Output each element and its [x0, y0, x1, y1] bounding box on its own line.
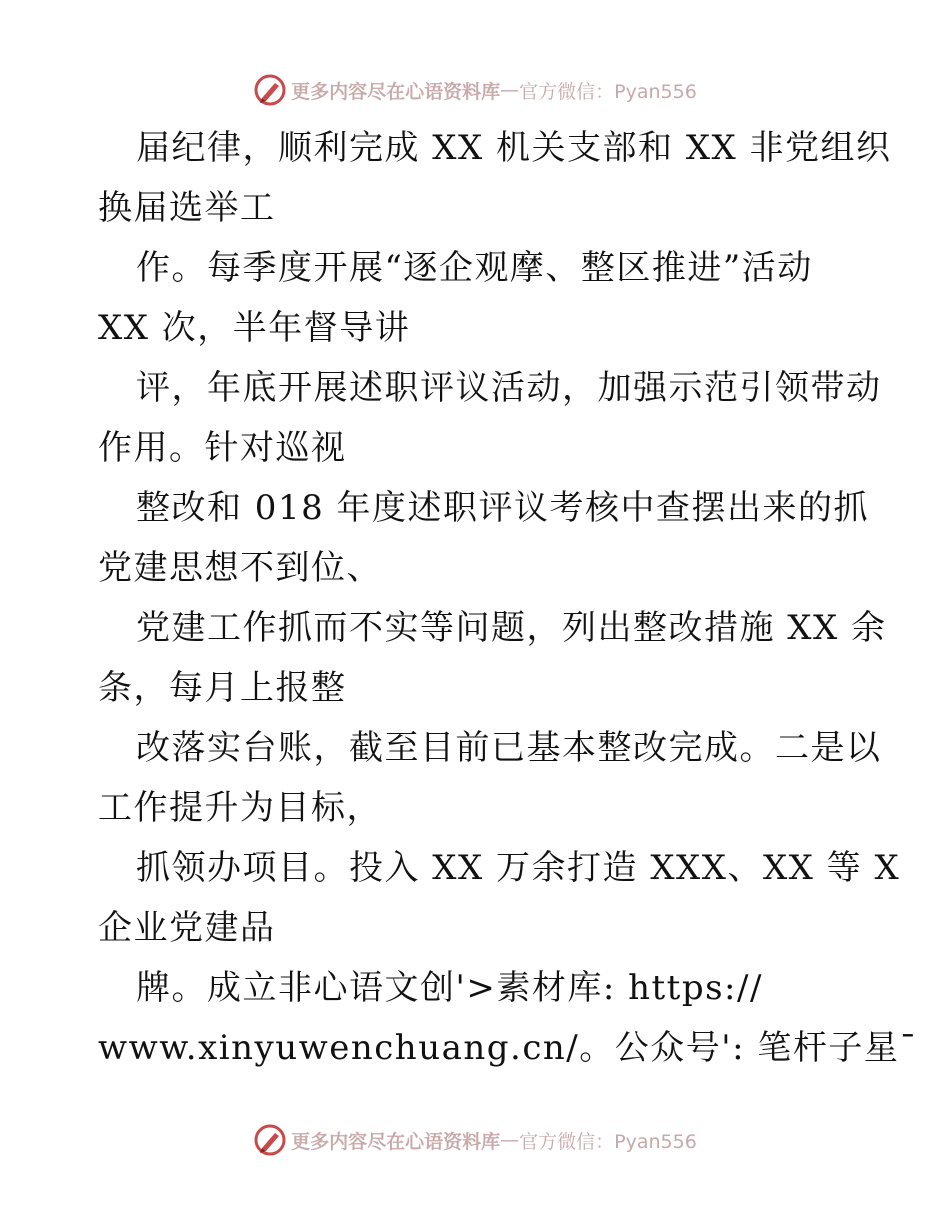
text-line: 作用。针对巡视	[98, 428, 347, 468]
text-line: www.xinyuwenchuang.cn/。公众号': 笔杆子星¯	[98, 1028, 918, 1068]
text-line: 改落实台账，截至目前已基本整改完成。二是以	[136, 728, 882, 768]
text-line: 牌。成立非心语文创'>素材库: https://	[136, 968, 763, 1008]
header-banner	[0, 68, 950, 112]
text-line: 党建思想不到位、	[98, 548, 382, 588]
text-line: 条，每月上报整	[98, 668, 347, 708]
text-line: XX 次，半年督导讲	[98, 308, 411, 348]
text-line: 工作提升为目标，	[98, 788, 382, 828]
footer-banner	[0, 1118, 950, 1162]
pen-circle-logo-icon	[253, 1123, 287, 1157]
banner-wechat: 官方微信：Pyan556	[519, 80, 697, 103]
banner-separator: —	[500, 79, 520, 101]
text-line: 企业党建品	[98, 908, 276, 948]
text-line: 党建工作抓而不实等问题，列出整改措施 XX 余	[136, 608, 887, 648]
banner-wechat: 官方微信：Pyan556	[519, 1130, 697, 1153]
banner-separator: —	[500, 1129, 520, 1151]
text-line: 换届选举工	[98, 188, 276, 228]
text-line: 作。每季度开展“逐企观摩、整区推进”活动	[136, 248, 813, 288]
text-line: 届纪律，顺利完成 XX 机关支部和 XX 非党组织	[136, 128, 892, 168]
text-line: 整改和 018 年度述职评议考核中查摆出来的抓	[136, 488, 870, 528]
banner-title: 更多内容尽在心语资料库	[291, 1130, 501, 1153]
text-line: 抓领办项目。投入 XX 万余打造 XXX、XX 等 X	[136, 848, 901, 888]
document-body	[98, 118, 918, 1078]
text-line: 评，年底开展述职评议活动，加强示范引领带动	[136, 368, 882, 408]
pen-circle-logo-icon	[253, 73, 287, 107]
banner-title: 更多内容尽在心语资料库	[291, 80, 501, 103]
